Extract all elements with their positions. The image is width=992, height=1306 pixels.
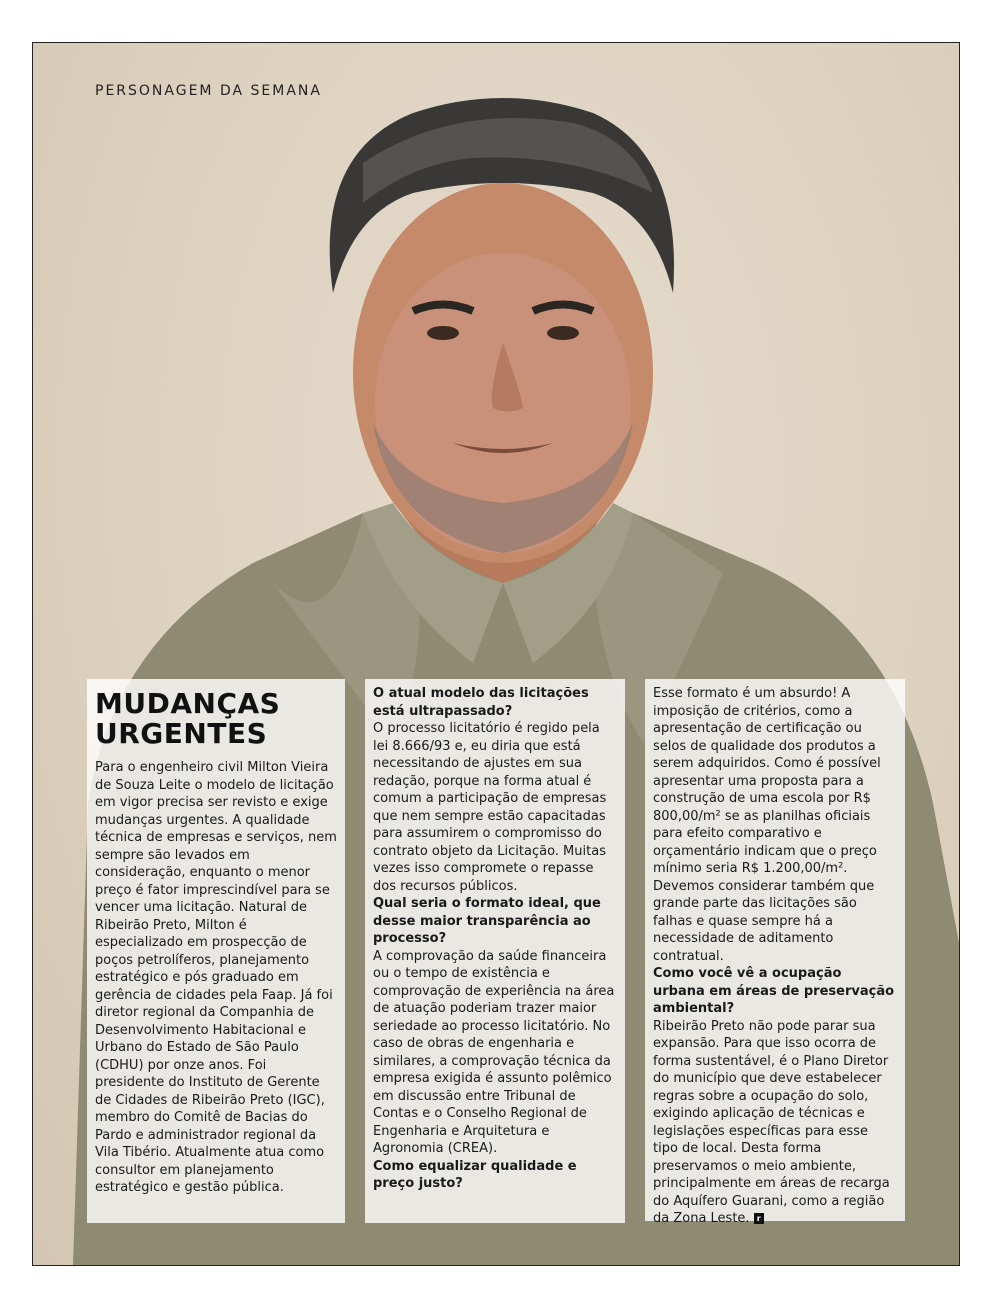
article-column-2 — [365, 679, 625, 1223]
answer-1: O processo licitatório é regido pela lei 8.666/93 e, eu diria que está necessitando de ajustes em sua redação, porque na forma atual é comum a participação de empresas que nem sempre estão capacitadas para assumirem o compromisso do contrato objeto da Licitação. Muitas vezes isso compromete o repasse dos recursos públicos. — [373, 721, 607, 894]
answer-3: Esse formato é um absurdo! A imposição de critérios, como a apresentação de certificação ou selos de qualidade dos produtos a serem adquiridos. Como é possível apresentar uma proposta para a construção de uma escola por R$ 800,00/m² se as planilhas oficiais para efeito comparativo e orçamentário indicam que o preço mínimo seria R$ 1.200,00/m². Devemos considerar também que grande parte das licitações são falhas e quase sempre há a necessidade de aditamento contratual. — [653, 686, 881, 964]
question-4: Como você vê a ocupação urbana em áreas de preservação ambiental? — [653, 966, 895, 1016]
answer-4-text: Ribeirão Preto não pode parar sua expansão. Para que isso ocorra de forma sustentável, é o Plano Diretor do município que deve estabelecer regras sobre a ocupação do solo, exigindo aplicação de técnicas e legislações específicas para esse tipo de local. Desta forma preservamos o meio ambiente, principalmente em áreas de recarga do Aquífero Guarani, como a região da Zona Leste. — [653, 1018, 890, 1226]
end-mark-icon: r — [754, 1213, 764, 1224]
question-1: O atual modelo das licitações está ultrapassado? — [373, 686, 589, 719]
answer-4 — [653, 1018, 897, 1228]
headline-line-2: URGENTES — [95, 717, 268, 750]
magazine-page — [32, 42, 960, 1266]
headline — [95, 689, 337, 749]
question-2: Qual seria o formato ideal, que desse maior transparência ao processo? — [373, 896, 601, 946]
article-column-1 — [87, 679, 345, 1223]
intro-paragraph: Para o engenheiro civil Milton Vieira de Souza Leite o modelo de licitação em vigor precisa ser revisto e exige mudanças urgentes. A qualidade técnica de empresas e serviços, nem sempre são levados em consideração, enquanto o menor preço é fator imprescindível para se vencer uma licitação. Natural de Ribeirão Preto, Milton é especializado em prospecção de poços petrolíferos, planejamento estratégico e pós graduado em gerência de cidades pela Faap. Já foi diretor regional da Companhia de Desenvolvimento Habitacional e Urbano do Estado de São Paulo (CDHU) por onze anos. Foi presidente do Instituto de Gerente de Cidades de Ribeirão Preto (IGC), membro do Comitê de Bacias do Pardo e administrador regional da Vila Tibério. Atualmente atua como consultor em planejamento estratégico e gestão pública. — [95, 760, 337, 1195]
headline-line-1: MUDANÇAS — [95, 687, 281, 720]
section-label: PERSONAGEM DA SEMANA — [95, 83, 322, 99]
answer-2: A comprovação da saúde financeira ou o tempo de existência e comprovação de experiência na área de atuação poderiam trazer maior seriedade ao processo licitatório. No caso de obras de engenharia e similares, a comprovação técnica da empresa exigida é assunto polêmico em discussão entre Tribunal de Contas e o Conselho Regional de Engenharia e Arquitetura e Agronomia (CREA). — [373, 948, 615, 1156]
article-column-3 — [645, 679, 905, 1226]
question-3: Como equalizar qualidade e preço justo? — [373, 1158, 577, 1191]
